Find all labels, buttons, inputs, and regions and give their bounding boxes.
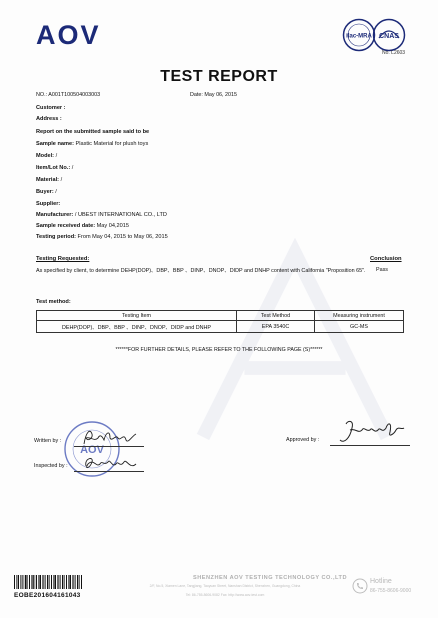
- footer-contact: Tel: 86-755-8606-9082 Fax: http://www.aov-test.com: [185, 593, 265, 597]
- sample-name-value: Plastic Material for plush toys: [75, 141, 149, 147]
- table-cell: EPA 3540C: [237, 321, 315, 333]
- barcode-number: EOBE201604161043: [14, 592, 81, 599]
- material-value: /: [60, 177, 63, 183]
- model-field: [36, 153, 57, 159]
- table-cell: GC-MS: [315, 321, 404, 333]
- item-lot-label: Item/Lot No.:: [36, 165, 71, 171]
- material-field: [36, 177, 62, 183]
- buyer-label: Buyer:: [36, 189, 54, 195]
- cnas-seal-text: CNAS: [379, 33, 399, 40]
- footer-company-name: SHENZHEN AOV TESTING TECHNOLOGY CO.,LTD: [193, 575, 347, 581]
- ilac-seal-text: ilac-MRA: [346, 33, 372, 40]
- company-logo: AOV: [36, 20, 101, 50]
- footer-address: 2/F, No.5, Xiamen Lane, Tangjiang, Taoyuan Street, Nanshan District, Shenzhen, Guangdong, China: [149, 584, 301, 588]
- supplier-field: [36, 201, 60, 207]
- testing-requested-text: As specified by client, to determine DEHP(DOP)、DBP、BBP 、DINP、DNOP、DIDP and DNHP content with California "Proposition 65".: [36, 268, 366, 274]
- phone-icon: [352, 578, 368, 594]
- ilac-mra-seal-icon: [342, 18, 376, 52]
- manufacturer-label: Manufacturer:: [36, 212, 74, 218]
- buyer-value: /: [55, 189, 57, 195]
- inspected-by-label: Inspected by :: [34, 463, 68, 469]
- testing-period-field: [36, 234, 168, 240]
- manufacturer-field: [36, 212, 167, 218]
- testing-period-label: Testing period:: [36, 234, 76, 240]
- hotline-label: Hotline: [370, 578, 392, 585]
- received-date-field: [36, 223, 129, 229]
- table-header-cell: Test Method: [237, 311, 315, 321]
- material-label: Material:: [36, 177, 60, 183]
- table-row: [37, 321, 404, 333]
- buyer-field: [36, 189, 57, 195]
- stamp-text: AOV: [80, 444, 104, 456]
- customer-field: [36, 105, 66, 111]
- approved-by-label: Approved by :: [286, 437, 320, 443]
- sample-name-label: Sample name:: [36, 141, 74, 147]
- model-label: Model:: [36, 153, 55, 159]
- supplier-label: Supplier:: [36, 201, 61, 207]
- address-field: [36, 116, 62, 122]
- approved-signature-icon: [336, 418, 408, 448]
- written-by-label: Written by :: [34, 438, 62, 444]
- hotline-number: 86-755-8606-9000: [370, 588, 412, 594]
- test-method-label: Test method:: [36, 299, 71, 305]
- table-header-cell: Measuring instrument: [315, 311, 404, 321]
- written-signature-icon: [80, 426, 140, 448]
- received-date-label: Sample received date:: [36, 223, 96, 229]
- inspected-signature-icon: [80, 452, 142, 474]
- test-method-section: [36, 299, 71, 305]
- received-date-value: May 04,2015: [96, 223, 129, 229]
- test-method-table: [36, 310, 404, 333]
- accreditation-number: No. L2603: [382, 50, 406, 56]
- testing-requested-label: Testing Requested:: [36, 256, 90, 262]
- report-number: NO.: A001T100504003003: [36, 92, 101, 98]
- customer-label: Customer :: [36, 105, 66, 111]
- table-header-row: [37, 311, 404, 321]
- further-details-note: ******FOR FURTHER DETAILS, PLEASE REFER TO THE FOLLOWING PAGE (S)******: [115, 347, 323, 353]
- model-value: /: [55, 153, 58, 159]
- report-intro-text: Report on the submitted sample said to be: [36, 129, 150, 135]
- table-cell: DEHP(DOP)、DBP、BBP 、DINP、DNOP、DIDP and DNHP: [37, 321, 237, 333]
- table-header-cell: Testing Item: [37, 311, 237, 321]
- conclusion-value: Pass: [376, 267, 388, 273]
- report-title: TEST REPORT: [160, 68, 278, 85]
- sample-name-field: [36, 141, 148, 147]
- item-lot-field: [36, 165, 73, 171]
- item-lot-value: /: [71, 165, 74, 171]
- address-label: Address :: [36, 116, 62, 122]
- cnas-seal-icon: [372, 18, 406, 52]
- conclusion-label: Conclusion: [370, 256, 402, 262]
- report-date: Date: May 06, 2015: [190, 92, 238, 98]
- testing-period-value: From May 04, 2015 to May 06, 2015: [77, 234, 168, 240]
- manufacturer-value: / UBEST INTERNATIONAL CO., LTD: [74, 212, 167, 218]
- report-intro: [36, 129, 149, 135]
